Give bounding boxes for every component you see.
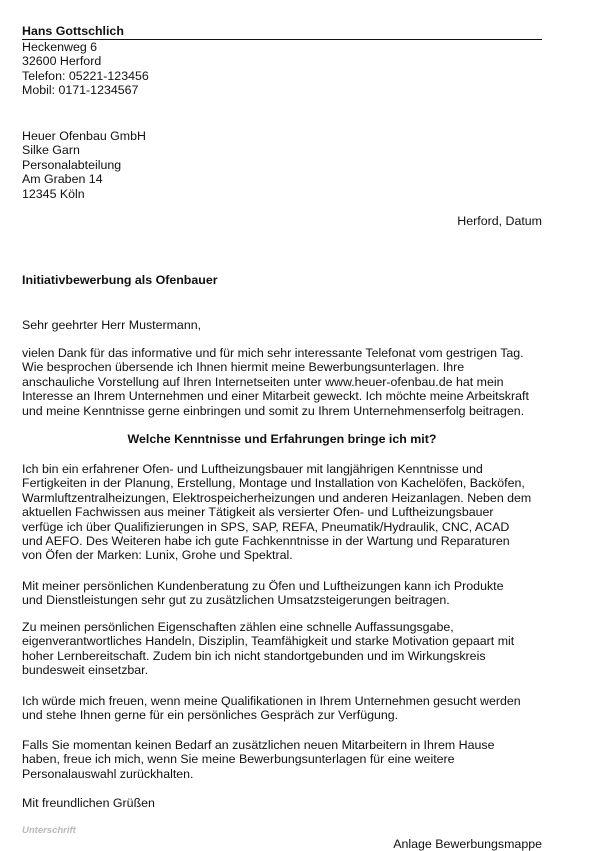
- sender-name: Hans Gottschlich: [22, 24, 542, 40]
- paragraph-line: Zu meinen persönlichen Eigenschaften zählen eine schnelle Auffassungsgabe,: [22, 620, 454, 634]
- paragraph-line: Warmluftzentralheizungen, Elektrospeicherheizungen und anderen Heizanlagen. Neben dem: [22, 490, 532, 505]
- date-line: Herford, Datum: [457, 214, 542, 228]
- personal-traits-paragraph: [22, 620, 542, 678]
- paragraph-line: und AEFO. Des Weiteren habe ich gute Fachkenntnisse in der Wartung und Reparaturen: [22, 534, 510, 549]
- paragraph-line: Fertigkeiten in der Planung, Erstellung, Montage und Installation von Kachelöfen, Backöfen,: [22, 476, 525, 491]
- recipient-address: [22, 129, 542, 201]
- interview-request-paragraph: [22, 694, 542, 723]
- recipient-contact: Silke Garn: [22, 143, 80, 158]
- sender-mobile: Mobil: 0171-1234567: [22, 83, 139, 98]
- recipient-street: Am Graben 14: [22, 172, 103, 187]
- sender-phone: Telefon: 05221-123456: [22, 68, 149, 83]
- experience-paragraph: [22, 462, 542, 563]
- paragraph-line: Interesse an Ihrem Unternehmen und einer Mitarbeit geweckt. Ich möchte meine Arbeitskraft: [22, 389, 529, 404]
- signature-placeholder: Unterschrift: [22, 825, 76, 836]
- paragraph-line: und meine Kenntnisse gerne einbringen und somit zu Ihrem Unternehmenserfolg beitragen.: [22, 403, 525, 418]
- intro-paragraph: [22, 346, 542, 418]
- sender-street: Heckenweg 6: [22, 40, 98, 54]
- salutation: Sehr geehrter Herr Mustermann,: [22, 318, 202, 332]
- paragraph-line: von Öfen der Marken: Lunix, Grohe und Spektral.: [22, 548, 293, 563]
- recipient-department: Personalabteilung: [22, 157, 122, 172]
- paragraph-line: Falls Sie momentan keinen Bedarf an zusätzlichen neuen Mitarbeitern in Ihrem Hause: [22, 738, 495, 752]
- paragraph-line: bundesweit einsetzbar.: [22, 663, 149, 678]
- paragraph-line: verfüge ich über Qualifizierungen in SPS, SAP, REFA, Pneumatik/Hydraulik, CNC, ACAD: [22, 519, 510, 534]
- paragraph-line: hoher Lernbereitschaft. Zudem bin ich nicht standortgebunden und im Wirkungskreis: [22, 648, 486, 663]
- recipient-company: Heuer Ofenbau GmbH: [22, 129, 146, 143]
- section-heading: Welche Kenntnisse und Erfahrungen bringe ich mit?: [127, 432, 437, 446]
- subject-line: Initiativbewerbung als Ofenbauer: [22, 273, 218, 287]
- paragraph-line: eigenverantwortliches Handeln, Disziplin, Teamfähigkeit und starke Motivation gepaart mit: [22, 634, 515, 649]
- customer-advice-paragraph: [22, 579, 542, 608]
- paragraph-line: Mit meiner persönlichen Kundenberatung zu Öfen und Luftheizungen kann ich Produkte: [22, 579, 504, 593]
- attachment-note: Anlage Bewerbungsmappe: [393, 837, 542, 851]
- keep-on-file-paragraph: [22, 738, 542, 781]
- recipient-city: 12345 Köln: [22, 186, 85, 201]
- paragraph-line: haben, freue ich mich, wenn Sie meine Bewerbungsunterlagen für eine weitere: [22, 752, 455, 767]
- paragraph-line: Ich bin ein erfahrener Ofen- und Luftheizungsbauer mit langjährigen Kenntnisse und: [22, 462, 483, 476]
- sender-address: [22, 40, 542, 98]
- paragraph-line: Wie besprochen übersende ich Ihnen hiermit meine Bewerbungsunterlagen. Ihre: [22, 360, 465, 375]
- paragraph-line: aktuellen Fachwissen aus meiner Tätigkeit als versierter Ofen- und Luftheizungsbauer: [22, 505, 494, 520]
- paragraph-line: vielen Dank für das informative und für mich sehr interessante Telefonat vom gestrigen Tag.: [22, 346, 524, 360]
- paragraph-line: und stehe Ihnen gerne für ein persönliches Gespräch zur Verfügung.: [22, 708, 399, 723]
- closing-line: Mit freundlichen Grüßen: [22, 796, 155, 810]
- paragraph-line: und Dienstleistungen sehr gut zu zusätzlichen Umsatzsteigerungen beitragen.: [22, 593, 450, 608]
- paragraph-line: anschauliche Vorstellung auf Ihren Internetseiten unter www.heuer-ofenbau.de hat mein: [22, 374, 504, 389]
- sender-city: 32600 Herford: [22, 54, 102, 69]
- paragraph-line: Personalauswahl zurückhalten.: [22, 766, 194, 781]
- paragraph-line: Ich würde mich freuen, wenn meine Qualifikationen in Ihrem Unternehmen gesucht werden: [22, 694, 521, 708]
